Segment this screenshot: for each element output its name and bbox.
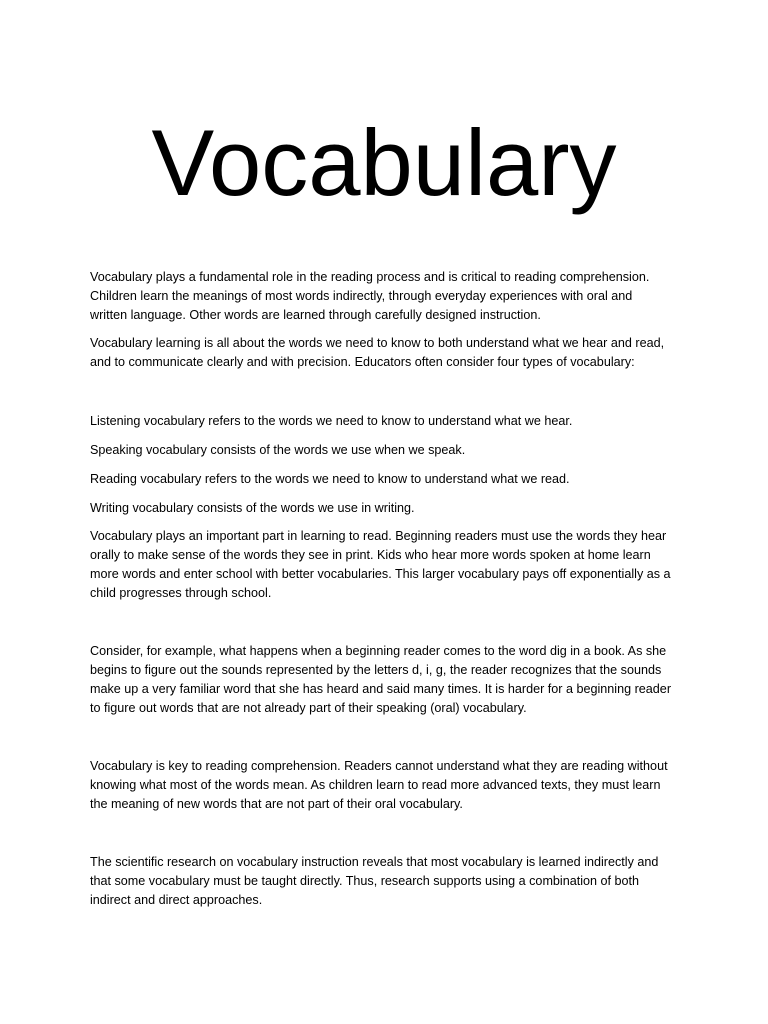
- paragraph-writing-vocabulary: [90, 499, 690, 518]
- paragraph-line: The scientific research on vocabulary instruction reveals that most vocabulary is learned indirectly and: [90, 855, 659, 869]
- paragraph-line: indirect and direct approaches.: [90, 893, 263, 907]
- paragraph-learning-to-read: [90, 527, 690, 603]
- paragraph-line: child progresses through school.: [90, 586, 272, 600]
- paragraph-line: written language. Other words are learned through carefully designed instruction.: [90, 308, 541, 322]
- paragraph-intro: [90, 268, 690, 325]
- paragraph-line: Vocabulary plays an important part in learning to read. Beginning readers must use the words they hear: [90, 529, 667, 543]
- paragraph-line: and to communicate clearly and with precision. Educators often consider four types of vocabulary:: [90, 355, 635, 369]
- paragraph-reading-comprehension: [90, 757, 690, 814]
- paragraph-line: Children learn the meanings of most words indirectly, through everyday experiences with oral and: [90, 289, 633, 303]
- paragraph-line: more words and enter school with better vocabularies. This larger vocabulary pays off exponentially as a: [90, 567, 671, 581]
- paragraph-line: knowing what most of the words mean. As children learn to read more advanced texts, they must learn: [90, 778, 661, 792]
- paragraph-line: begins to figure out the sounds represented by the letters d, i, g, the reader recognizes that the sounds: [90, 663, 662, 677]
- paragraph-listening-vocabulary: [90, 412, 690, 431]
- paragraph-line: Speaking vocabulary consists of the words we use when we speak.: [90, 443, 466, 457]
- paragraph-line: Consider, for example, what happens when a beginning reader comes to the word dig in a book. As she: [90, 644, 667, 658]
- paragraph-line: Reading vocabulary refers to the words we need to know to understand what we read.: [90, 472, 570, 486]
- paragraph-speaking-vocabulary: [90, 441, 690, 460]
- paragraph-line: that some vocabulary must be taught directly. Thus, research supports using a combination of both: [90, 874, 640, 888]
- paragraph-line: Vocabulary plays a fundamental role in the reading process and is critical to reading comprehension.: [90, 270, 650, 284]
- paragraph-reading-vocabulary: [90, 470, 690, 489]
- paragraph-dig-example: [90, 642, 690, 718]
- paragraph-line: Vocabulary is key to reading comprehension. Readers cannot understand what they are reading without: [90, 759, 668, 773]
- paragraph-line: Listening vocabulary refers to the words we need to know to understand what we hear.: [90, 414, 573, 428]
- paragraph-line: Vocabulary learning is all about the words we need to know to both understand what we hear and read,: [90, 336, 665, 350]
- paragraph-scientific-research: [90, 853, 690, 910]
- paragraph-line: Writing vocabulary consists of the words we use in writing.: [90, 501, 415, 515]
- paragraph-line: make up a very familiar word that she has heard and said many times. It is harder for a beginning reader: [90, 682, 672, 696]
- paragraph-vocabulary-learning: [90, 334, 690, 372]
- paragraph-line: orally to make sense of the words they see in print. Kids who hear more words spoken at home learn: [90, 548, 651, 562]
- paragraph-line: to figure out words that are not already part of their speaking (oral) vocabulary.: [90, 701, 527, 715]
- document-title: Vocabulary: [151, 110, 617, 215]
- paragraph-line: the meaning of new words that are not part of their oral vocabulary.: [90, 797, 463, 811]
